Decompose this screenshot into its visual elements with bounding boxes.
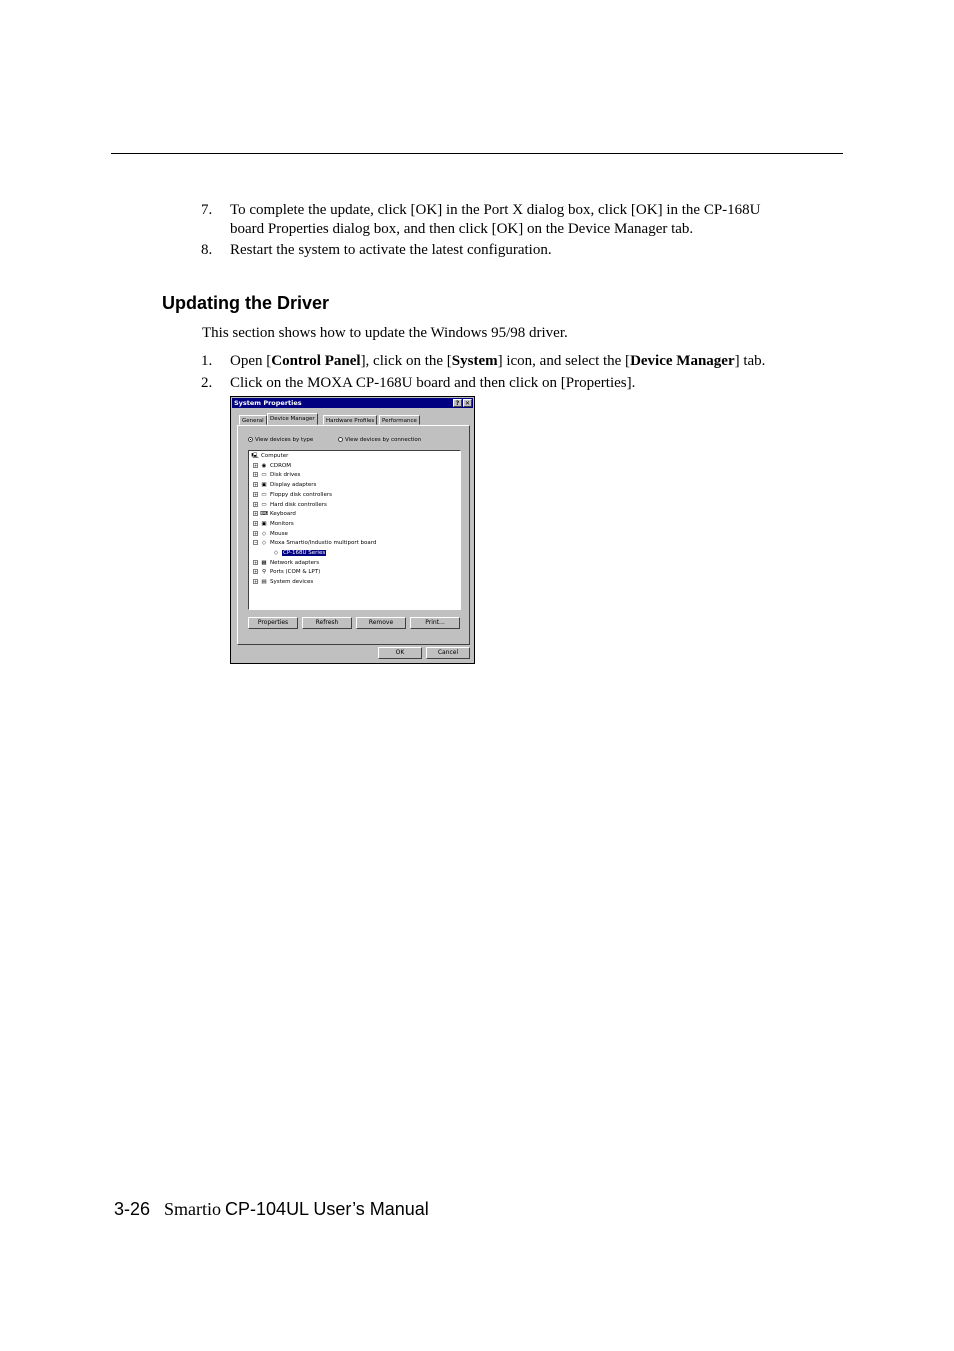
expand-icon[interactable]: + bbox=[254, 482, 258, 488]
expand-icon[interactable]: + bbox=[254, 491, 258, 497]
radio-selected-icon bbox=[248, 437, 253, 442]
step-number: 7. bbox=[201, 202, 213, 218]
tab-device-manager[interactable]: Device Manager bbox=[267, 413, 318, 425]
tree-item-label: Network adapters bbox=[270, 559, 320, 566]
step-line: To complete the update, click [OK] in the Port X dialog box, click [OK] in the CP-168U bbox=[230, 202, 761, 218]
print-button[interactable]: Print... bbox=[410, 617, 460, 629]
tree-item-label: CDROM bbox=[270, 462, 291, 469]
step-text bbox=[230, 201, 761, 239]
tree-item[interactable] bbox=[251, 452, 288, 461]
expand-icon[interactable]: + bbox=[254, 569, 258, 575]
device-icon: ▭ bbox=[261, 491, 267, 498]
tree-item[interactable] bbox=[265, 549, 326, 558]
device-icon: ⚲ bbox=[261, 569, 267, 576]
step-text: Restart the system to activate the latest configuration. bbox=[230, 242, 552, 258]
tab-general[interactable]: General bbox=[239, 415, 267, 425]
footer-brand: Smartio bbox=[164, 1199, 222, 1219]
tree-item[interactable] bbox=[253, 520, 294, 529]
radio-label: View devices by type bbox=[255, 437, 314, 443]
text-run: ], click on the [ bbox=[360, 353, 452, 369]
tab-performance[interactable]: Performance bbox=[379, 415, 420, 425]
help-button[interactable]: ? bbox=[453, 399, 462, 407]
device-icon: ▭ bbox=[261, 472, 267, 479]
device-icon: ▦ bbox=[261, 559, 267, 566]
device-icon: ▤ bbox=[261, 579, 267, 586]
device-icon: ▣ bbox=[261, 520, 267, 527]
device-icon: ◉ bbox=[261, 462, 267, 469]
tree-item-label: Monitors bbox=[270, 520, 294, 527]
system-properties-dialog bbox=[230, 396, 475, 664]
section-intro: This section shows how to update the Windows 95/98 driver. bbox=[202, 325, 568, 341]
device-icon: ▭ bbox=[261, 501, 267, 508]
text-run: Open [ bbox=[230, 353, 272, 369]
expand-icon[interactable]: + bbox=[254, 472, 258, 478]
step-line: board Properties dialog box, and then click [OK] on the Device Manager tab. bbox=[230, 221, 694, 237]
device-manager-term: Device Manager bbox=[630, 353, 735, 369]
expand-icon[interactable]: + bbox=[254, 462, 258, 468]
device-icon: ▣ bbox=[261, 482, 267, 489]
step-number: 2. bbox=[201, 375, 213, 391]
step-number: 8. bbox=[201, 242, 213, 258]
device-icon: 🖳 bbox=[251, 453, 259, 459]
radio-empty-icon bbox=[338, 437, 343, 442]
tree-item[interactable] bbox=[253, 491, 332, 500]
footer-title: CP-104UL User’s Manual bbox=[225, 1199, 429, 1219]
step-text: Click on the MOXA CP-168U board and then click on [Properties]. bbox=[230, 375, 636, 391]
tree-item[interactable] bbox=[253, 559, 319, 568]
device-tree[interactable] bbox=[248, 450, 461, 610]
device-icon: ◇ bbox=[273, 550, 279, 556]
control-panel-term: Control Panel bbox=[271, 353, 361, 369]
radio-label: View devices by connection bbox=[345, 437, 422, 443]
expand-icon[interactable]: + bbox=[254, 511, 258, 517]
tree-item[interactable] bbox=[253, 568, 320, 577]
section-heading: Updating the Driver bbox=[162, 293, 330, 313]
text-run: ] icon, and select the [ bbox=[497, 353, 631, 369]
close-button[interactable]: ✕ bbox=[464, 400, 471, 407]
device-icon: ⌨ bbox=[260, 511, 268, 518]
collapse-icon[interactable]: − bbox=[254, 540, 258, 546]
view-by-type-radio[interactable] bbox=[248, 437, 313, 444]
view-by-connection-radio[interactable] bbox=[338, 437, 421, 444]
tree-item-label: Display adapters bbox=[270, 482, 317, 489]
expand-icon[interactable]: + bbox=[254, 530, 258, 536]
tree-item-label: Moxa Smartio/Industio multiport board bbox=[270, 540, 377, 547]
dialog-title: System Properties bbox=[234, 399, 302, 407]
device-icon: ◇ bbox=[261, 540, 267, 547]
tree-item[interactable] bbox=[253, 501, 327, 510]
tree-item-label: Keyboard bbox=[270, 511, 296, 518]
tree-item[interactable] bbox=[253, 510, 296, 519]
step-text bbox=[230, 352, 765, 371]
tab-hardware-profiles[interactable]: Hardware Profiles bbox=[323, 415, 377, 425]
expand-icon[interactable]: + bbox=[254, 501, 258, 507]
expand-icon[interactable]: + bbox=[254, 579, 258, 585]
expand-icon[interactable]: + bbox=[254, 559, 258, 565]
expand-icon[interactable]: + bbox=[254, 520, 258, 526]
tree-item-label: System devices bbox=[270, 579, 314, 586]
page-footer bbox=[114, 1198, 429, 1220]
step-number: 1. bbox=[201, 353, 213, 369]
tree-item[interactable] bbox=[253, 539, 376, 548]
tree-item-label: CP-168U Series bbox=[283, 550, 326, 556]
tree-item[interactable] bbox=[253, 530, 288, 539]
device-manager-panel bbox=[237, 425, 470, 645]
tree-item[interactable] bbox=[253, 471, 300, 480]
header-rule bbox=[111, 153, 843, 154]
tree-item-label: Disk drives bbox=[270, 472, 301, 479]
text-run: ] tab. bbox=[734, 353, 766, 369]
tree-item[interactable] bbox=[253, 481, 316, 490]
page-number: 3-26 bbox=[114, 1199, 151, 1219]
tree-item-label: Floppy disk controllers bbox=[270, 491, 332, 498]
refresh-button[interactable]: Refresh bbox=[302, 617, 352, 629]
remove-button[interactable]: Remove bbox=[356, 617, 406, 629]
device-icon: ◇ bbox=[261, 530, 267, 537]
system-term: System bbox=[451, 353, 498, 369]
tree-item[interactable] bbox=[253, 578, 313, 587]
cancel-button[interactable]: Cancel bbox=[426, 647, 470, 659]
tree-item-label: Computer bbox=[261, 453, 289, 459]
ok-button[interactable]: OK bbox=[378, 647, 422, 659]
dialog-titlebar bbox=[232, 398, 473, 408]
tree-item[interactable] bbox=[253, 462, 291, 471]
tree-item-label: Hard disk controllers bbox=[270, 501, 327, 508]
properties-button[interactable]: Properties bbox=[248, 617, 298, 629]
tree-item-label: Ports (COM & LPT) bbox=[270, 569, 321, 576]
tree-item-label: Mouse bbox=[270, 530, 288, 537]
